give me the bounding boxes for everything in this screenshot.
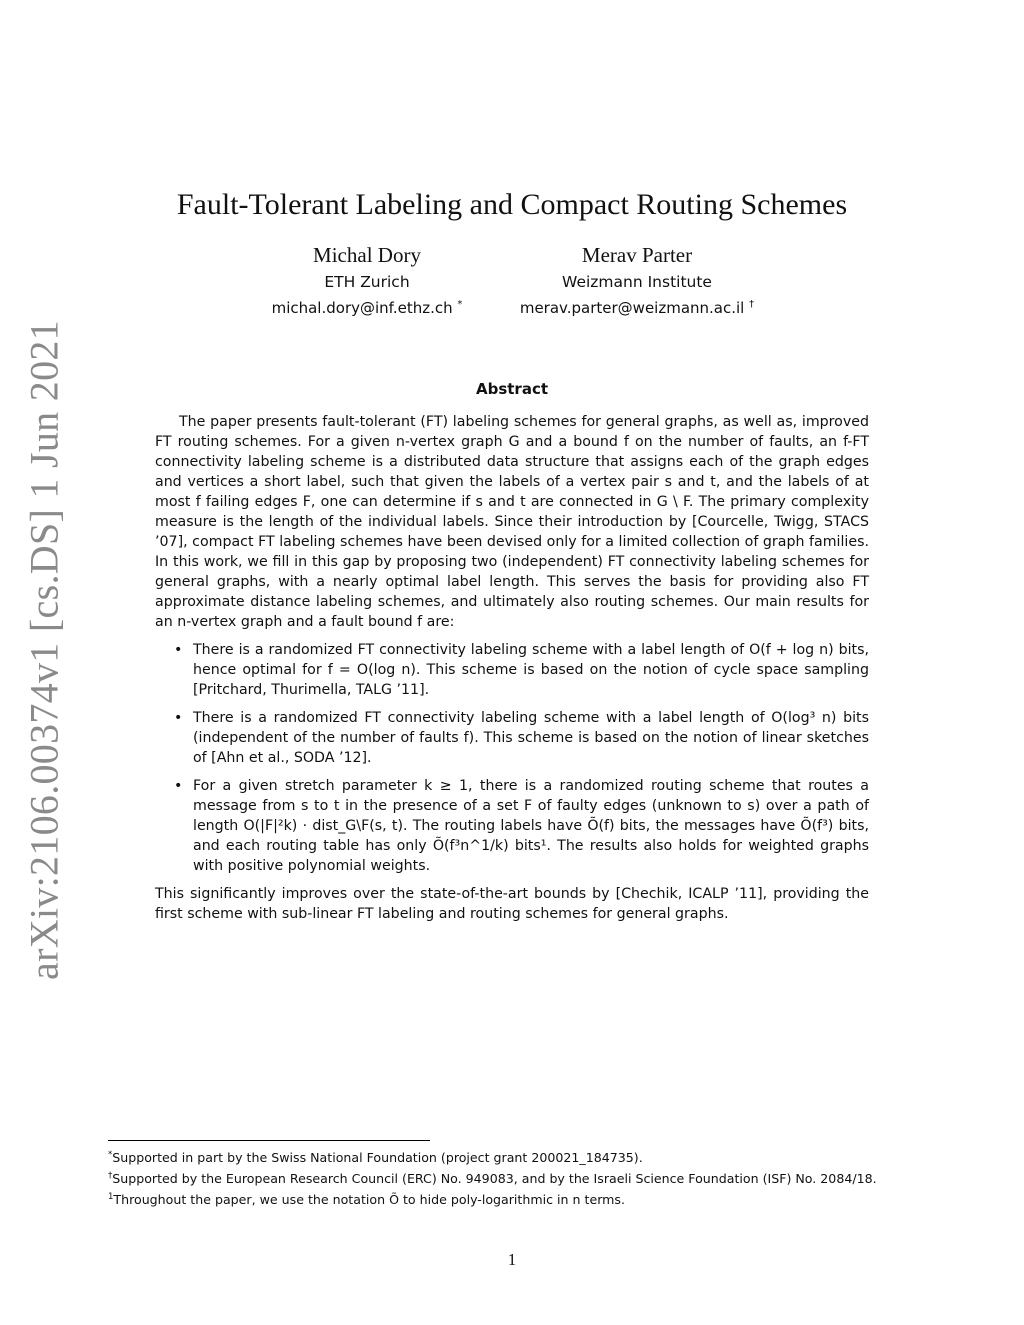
footnote-text: Supported in part by the Swiss National Foundation (project grant 200021_184735). xyxy=(112,1150,643,1166)
footnote-divider xyxy=(108,1140,430,1141)
abstract-intro: The paper presents fault-tolerant (FT) labeling schemes for general graphs, as well as, improved FT routing schemes. For a given n-vertex graph G and a bound f on the number of faults, an f-FT connectivity labeling scheme is a distributed data structure that assigns each of the graph edges and vertices a short label, such that given the labels of a vertex pair s and t, and the labels of at most f failing edges F, one can determine if s and t are connected in G \ F. The primary complexity measure is the length of the individual labels. Since their introduction by [Courcelle, Twigg, STACS ’07], compact FT labeling schemes have been devised only for a limited collection of graph families. In this work, we fill in this gap by proposing two (independent) FT connectivity labeling schemes for general graphs, with a nearly optimal label length. This serves the basis for providing also FT approximate distance labeling schemes, and ultimately also routing schemes. Our main results for an n-vertex graph and a fault bound f are: xyxy=(155,414,869,630)
result-item: • For a given stretch parameter k ≥ 1, there is a randomized routing scheme that routes a message from s to t in the presence of a set F of faulty edges (unknown to s) over a path of length O(|F|²k) · dist_G\F(s, t). The routing labels have Õ(f) bits, the messages have Õ(f³) bits, and each routing table has only Õ(f³n^1/k) bits¹. The results also holds for weighted graphs with positive polynomial weights. xyxy=(155,776,869,876)
footnote-mark: † xyxy=(108,1171,113,1182)
author-email[interactable]: michal.dory@inf.ethz.ch xyxy=(271,299,453,317)
footnotes xyxy=(108,1146,916,1210)
footnote-mark: 1 xyxy=(108,1192,114,1203)
result-item: • There is a randomized FT connectivity labeling scheme with a label length of O(log³ n) bits (independent of the number of faults f). This scheme is based on the notion of linear sketches of [Ahn et al., SODA ’12]. xyxy=(155,708,869,768)
arxiv-identifier: arXiv:2106.00374v1 [cs.DS] 1 Jun 2021 xyxy=(21,320,67,980)
paper-title: Fault-Tolerant Labeling and Compact Routing Schemes xyxy=(176,188,848,222)
author-name: Merav Parter xyxy=(581,243,693,267)
abstract-body xyxy=(155,412,869,924)
footnote xyxy=(108,1188,916,1209)
footnote xyxy=(108,1146,916,1167)
author-email[interactable]: merav.parter@weizmann.ac.il xyxy=(519,299,745,317)
author-footnote-mark: † xyxy=(749,299,755,310)
author-email-line xyxy=(217,294,517,319)
author-email-line xyxy=(487,294,787,319)
author-name: Michal Dory xyxy=(313,243,421,267)
page-number: 1 xyxy=(507,1250,517,1269)
abstract-conclusion: This significantly improves over the state-of-the-art bounds by [Chechik, ICALP ’11], providing the first scheme with sub-linear FT labeling and routing schemes for general graphs. xyxy=(155,886,869,922)
footnote-text: Throughout the paper, we use the notation Õ to hide poly-logarithmic in n terms. xyxy=(113,1192,625,1208)
footnote-text: Supported by the European Research Council (ERC) No. 949083, and by the Israeli Science Foundation (ISF) No. 2084/18. xyxy=(112,1171,877,1187)
abstract-heading: Abstract xyxy=(475,380,549,398)
footnote-mark: * xyxy=(108,1150,113,1160)
author-affiliation: ETH Zurich xyxy=(324,273,410,291)
footnote xyxy=(108,1167,916,1188)
author-block xyxy=(487,240,787,319)
author-affiliation: Weizmann Institute xyxy=(562,273,712,291)
author-footnote-mark: * xyxy=(457,299,463,310)
results-list xyxy=(155,640,869,876)
result-item: • There is a randomized FT connectivity labeling scheme with a label length of O(f + log n) bits, hence optimal for f = O(log n). This scheme is based on the notion of cycle space sampling [Pritchard, Thurimella, TALG ’11]. xyxy=(155,640,869,700)
author-block xyxy=(217,240,517,319)
